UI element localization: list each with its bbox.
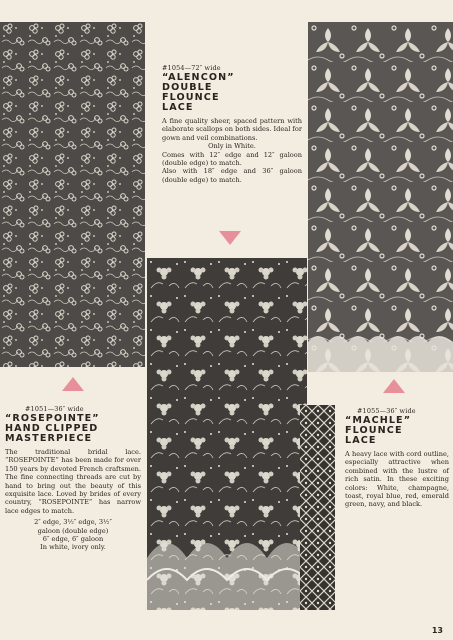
color-note: Only in White. (208, 142, 256, 151)
machle-lace-photo (308, 22, 453, 372)
description-text: A fine quality sheer, spaced pattern with elaborate scallops on both sides. Ideal for gown and veil combinations. (162, 117, 302, 142)
color-note: In white, ivory only. (40, 543, 106, 552)
arrow-down-icon (219, 231, 241, 245)
item-code: #1051—36″ wide (25, 405, 84, 413)
arrow-up-icon (383, 379, 405, 393)
alencon-description (162, 64, 302, 184)
size-note: 6″ edge, 6″ galoon (42, 535, 104, 544)
size-note: Comes with 12″ edge and 12″ galoon (double edge) to match. (162, 150, 302, 168)
arrow-up-icon (62, 377, 84, 391)
item-code: #1054—72″ wide (162, 64, 221, 72)
item-title: “ROSEPOINTE” HAND CLIPPED MASTERPIECE (5, 413, 100, 444)
page-number: 13 (431, 626, 443, 635)
rosepointe-description (5, 405, 141, 552)
item-title: “ALENCON” DOUBLE FLOUNCE LACE (162, 72, 235, 113)
size-note: Also with 18″ edge and 36″ galoon (double edge) to match. (162, 167, 302, 184)
size-note: galoon (double edge) (37, 526, 109, 535)
alencon-lace-photo (147, 258, 307, 610)
description-text: The traditional bridal lace. “ROSEPOINTE” has been made for over 150 years by devoted French craftsmen. The fine connecting threads are cut by hand to bring out the beauty of this exquisite lace. Loved by brides of every country, “ROSEPOINTE” has narrow lace edges to match. (5, 448, 141, 515)
item-code: #1055—36″ wide (357, 407, 416, 415)
item-title: “MACHLE” FLOUNCE LACE (345, 415, 412, 446)
description-text: A heavy lace with cord outline, especially attractive when combined with the lustre of rich satin. In these exciting colors: White, champagne, toast, royal blue, red, emerald green, navy, and black. (345, 450, 449, 509)
machle-description (345, 407, 449, 509)
rosepointe-edge-strip-photo (300, 405, 335, 610)
size-note: 2″ edge, 3½″ edge, 3½″ (34, 518, 112, 527)
rosepointe-lace-photo (0, 22, 145, 367)
